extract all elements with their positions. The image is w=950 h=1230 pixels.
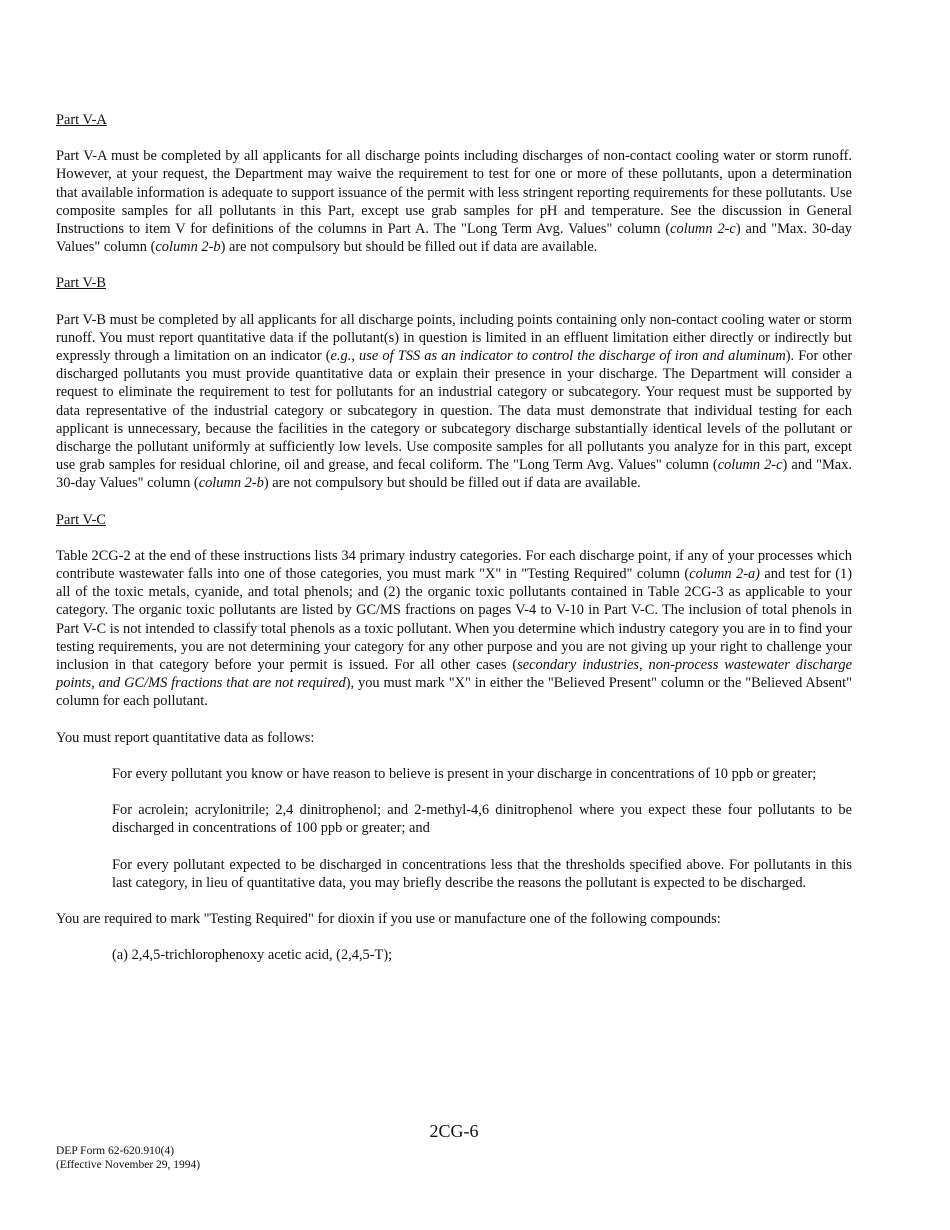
- form-number: DEP Form 62-620.910(4): [56, 1145, 175, 1157]
- part-vb-paragraph: Part V-B must be completed by all applicants for all discharge points, including points containing only non-contact cooling water or storm runoff. You must report quantitative data if the pollutant(s) in question is limited in an effluent limitation either directly or indirectly but expressly through a limitation on an indicator (e.g., use of TSS as an indicator to control the discharge of iron and aluminum). For other discharged pollutants you must provide quantitative data or explain their presence in your discharge. The Department will consider a request to eliminate the requirement to test for pollutants for an industrial category or subcategory. Your request must be supported by data representative of the industrial category or subcategory in question. The data must demonstrate that individual testing for each applicant is unnecessary, because the facilities in the category or subcategory discharge substantially identical levels of the pollutant or discharge the pollutant uniformly at sufficiently low levels. Use composite samples for all pollutants you analyze for in this part, except use grab samples for residual chlorine, oil and grease, and fecal coliform. The "Long Term Avg. Values" column (column 2-c) and "Max. 30-day Values" column (column 2-b) are not compulsory but should be filled out if data are available.: [56, 311, 852, 492]
- compound-a: (a) 2,4,5-trichlorophenoxy acetic acid, (2,4,5-T);: [112, 947, 393, 964]
- page-number: 2CG-6: [429, 1121, 479, 1141]
- report-item-3: For every pollutant expected to be discharged in concentrations less that the thresholds specified above. For pollutants in this last category, in lieu of quantitative data, you may briefly describe the reasons the pollutant is expected to be discharged.: [112, 856, 852, 891]
- form-footer: [56, 1145, 200, 1172]
- report-item-1: For every pollutant you know or have reason to believe is present in your discharge in concentrations of 10 ppb or greater;: [112, 765, 817, 782]
- document-body: [56, 111, 852, 982]
- report-intro: You must report quantitative data as follows:: [56, 729, 315, 746]
- part-vc-paragraph: Table 2CG-2 at the end of these instructions lists 34 primary industry categories. For each discharge point, if any of your processes which contribute wastewater falls into one of those categories, you must mark "X" in "Testing Required" column (column 2-a) and test for (1) all of the toxic metals, cyanide, and total phenols; and (2) the organic toxic pollutants contained in Table 2CG-3 as applicable to your category. The organic toxic pollutants are listed by GC/MS fractions on pages V-4 to V-10 in Part V-C. The inclusion of total phenols in Part V-C is not intended to classify total phenols as a toxic pollutant. When you determine which industry category you are in to find your testing requirements, you are not determining your category for any other purpose and you are not giving up your right to challenge your inclusion in that category before your permit is issued. For all other cases (secondary industries, non-process wastewater discharge points, and GC/MS fractions that are not required), you must mark "X" in either the "Believed Present" column or the "Believed Absent" column for each pollutant.: [56, 547, 853, 710]
- dioxin-intro: You are required to mark "Testing Required" for dioxin if you use or manufacture one of the following compounds:: [56, 910, 721, 927]
- part-vb-heading: Part V-B: [56, 275, 106, 292]
- part-va-heading: Part V-A: [56, 112, 107, 128]
- effective-date: (Effective November 29, 1994): [56, 1158, 201, 1171]
- report-item-2: For acrolein; acrylonitrile; 2,4 dinitrophenol; and 2-methyl-4,6 dinitrophenol where you expect these four pollutants to be discharged in concentrations of 100 ppb or greater; and: [112, 802, 852, 837]
- part-vc-heading: Part V-C: [56, 511, 106, 528]
- part-va-paragraph: Part V-A must be completed by all applicants for all discharge points including discharges of non-contact cooling water or storm runoff. However, at your request, the Department may waive the requirement to test for one or more of these pollutants, upon a determination that available information is adequate to support issuance of the permit with less stringent reporting requirements for these pollutants. Use composite samples for all pollutants in this Part, except use grab samples for pH and temperature. See the discussion in General Instructions to item V for definitions of the columns in Part A. The "Long Term Avg. Values" column (column 2-c) and "Max. 30-day Values" column (column 2-b) are not compulsory but should be filled out if data are available.: [56, 148, 852, 256]
